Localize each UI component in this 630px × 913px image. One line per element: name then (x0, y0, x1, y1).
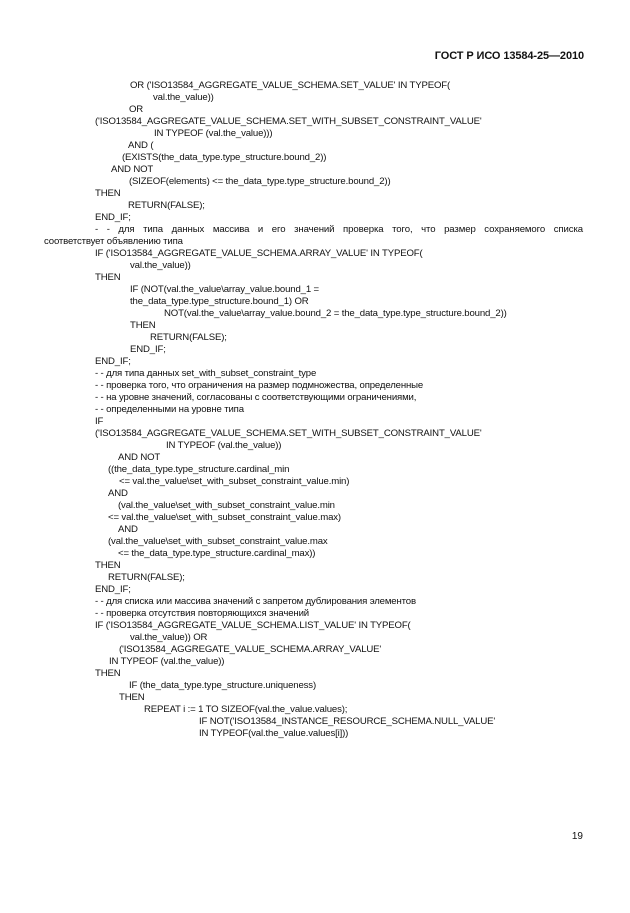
code-line: IF ('ISO13584_AGGREGATE_VALUE_SCHEMA.LIST_VALUE' IN TYPEOF( (95, 620, 411, 631)
code-line: (val.the_value\set_with_subset_constraint_value.min (118, 500, 335, 511)
comment-line: - - для списка или массива значений с запретом дублирования элементов (95, 596, 416, 607)
page-header: ГОСТ Р ИСО 13584-25—2010 (434, 50, 584, 62)
code-line: IF (95, 416, 104, 427)
code-line: REPEAT i := 1 TO SIZEOF(val.the_value.values); (144, 704, 348, 715)
code-line: END_IF; (130, 344, 166, 355)
code-line: AND (118, 524, 138, 535)
comment-line: - - проверка отсутствия повторяющихся значений (95, 608, 309, 619)
code-line: AND NOT (111, 164, 154, 175)
comment-line: - - на уровне значений, согласованы с соответствующими ограничениями, (95, 392, 417, 403)
comment-line: - - для типа данных set_with_subset_constraint_type (95, 368, 317, 379)
code-line: THEN (130, 320, 156, 331)
comment-line: - - проверка того, что ограничения на размер подмножества, определенные (95, 380, 424, 391)
code-line: AND ( (128, 140, 154, 151)
code-line: OR (129, 104, 144, 115)
code-line: OR ('ISO13584_AGGREGATE_VALUE_SCHEMA.SET_VALUE' IN TYPEOF( (130, 80, 451, 91)
code-line: END_IF; (95, 584, 131, 595)
code-line: IN TYPEOF (val.the_value)) (166, 440, 282, 451)
code-line: THEN (95, 272, 121, 283)
code-line: RETURN(FALSE); (128, 200, 205, 211)
code-line: AND NOT (118, 452, 161, 463)
code-line: IF (the_data_type.type_structure.uniqueness) (129, 680, 316, 691)
code-line: RETURN(FALSE); (108, 572, 185, 583)
code-line: val.the_value)) OR (130, 632, 208, 643)
code-line: ('ISO13584_AGGREGATE_VALUE_SCHEMA.SET_WITH_SUBSET_CONSTRAINT_VALUE' (95, 428, 482, 439)
code-line: <= val.the_value\set_with_subset_constraint_value.max) (108, 512, 341, 523)
code-line: IF ('ISO13584_AGGREGATE_VALUE_SCHEMA.ARRAY_VALUE' IN TYPEOF( (95, 248, 423, 259)
code-line: val.the_value)) (153, 92, 214, 103)
comment-line: - - для типа данных массива и его значений проверка того, что размер сохраняемого списка (95, 224, 583, 235)
code-line: ((the_data_type.type_structure.cardinal_min (108, 464, 290, 475)
code-line: END_IF; (95, 212, 131, 223)
code-line: END_IF; (95, 356, 131, 367)
code-line: THEN (95, 560, 121, 571)
code-line: THEN (95, 668, 121, 679)
code-line: ('ISO13584_AGGREGATE_VALUE_SCHEMA.ARRAY_VALUE' (119, 644, 382, 655)
page-number: 19 (571, 831, 583, 842)
code-line: RETURN(FALSE); (150, 332, 227, 343)
code-line: ('ISO13584_AGGREGATE_VALUE_SCHEMA.SET_WITH_SUBSET_CONSTRAINT_VALUE' (95, 116, 482, 127)
code-line: THEN (95, 188, 121, 199)
code-line: <= val.the_value\set_with_subset_constraint_value.min) (119, 476, 350, 487)
code-line: IN TYPEOF (val.the_value)) (109, 656, 225, 667)
code-line: NOT(val.the_value\array_value.bound_2 = the_data_type.type_structure.bound_2)) (164, 308, 507, 319)
code-line: (EXISTS(the_data_type.type_structure.bound_2)) (122, 152, 327, 163)
code-line: the_data_type.type_structure.bound_1) OR (130, 296, 309, 307)
comment-line: соответствует объявлению типа (44, 236, 183, 247)
code-line: <= the_data_type.type_structure.cardinal_max)) (118, 548, 316, 559)
code-line: AND (108, 488, 128, 499)
code-line: IF (NOT(val.the_value\array_value.bound_1 = (130, 284, 319, 295)
code-line: IN TYPEOF(val.the_value.values[i])) (199, 728, 349, 739)
code-line: THEN (119, 692, 145, 703)
code-line: val.the_value)) (130, 260, 191, 271)
comment-line: - - определенными на уровне типа (95, 404, 244, 415)
code-line: IF NOT('ISO13584_INSTANCE_RESOURCE_SCHEMA.NULL_VALUE' (199, 716, 496, 727)
code-line: (val.the_value\set_with_subset_constraint_value.max (108, 536, 328, 547)
code-line: IN TYPEOF (val.the_value))) (154, 128, 273, 139)
code-line: (SIZEOF(elements) <= the_data_type.type_structure.bound_2)) (129, 176, 391, 187)
